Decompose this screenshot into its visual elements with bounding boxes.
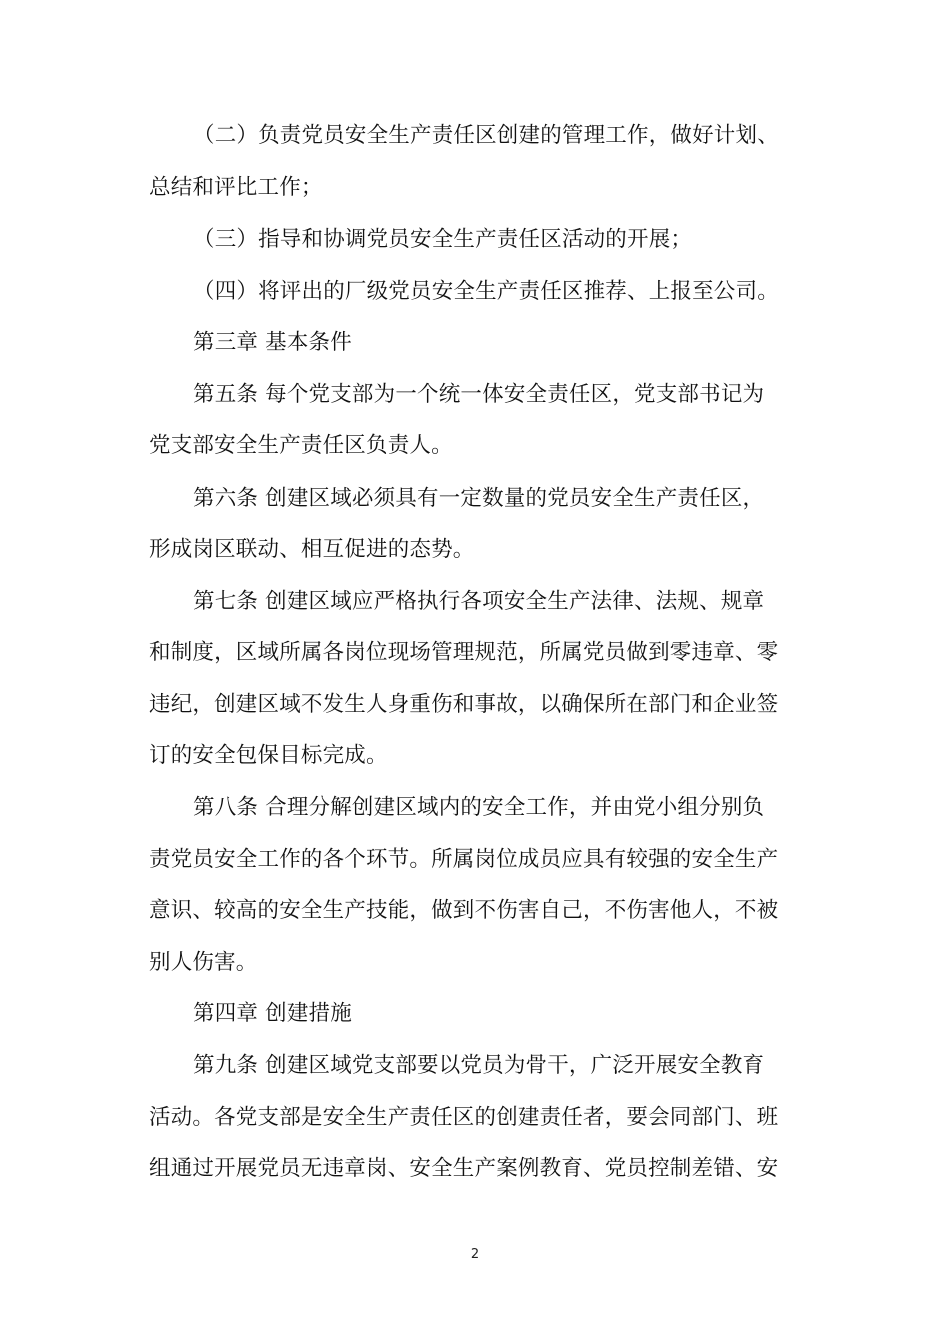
text-line: 总结和评比工作； xyxy=(149,175,323,200)
text-line: 第五条 每个党支部为一个统一体安全责任区，党支部书记为 xyxy=(193,382,765,407)
text-line: 和制度，区域所属各岗位现场管理规范，所属党员做到零违章、零 xyxy=(149,640,779,665)
text-line: 意识、较高的安全生产技能，做到不伤害自己，不伤害他人，不被 xyxy=(149,898,779,923)
text-line: 第七条 创建区域应严格执行各项安全生产法律、法规、规章 xyxy=(193,589,765,614)
text-line: 组通过开展党员无违章岗、安全生产案例教育、党员控制差错、安 xyxy=(149,1156,779,1181)
chapter-heading: 第三章 基本条件 xyxy=(193,330,352,355)
text-line: 别人伤害。 xyxy=(149,950,258,975)
text-line: 第八条 合理分解创建区域内的安全工作，并由党小组分别负 xyxy=(193,795,765,820)
text-line: （二）负责党员安全生产责任区创建的管理工作，做好计划、 xyxy=(193,123,779,148)
page-number: 2 xyxy=(470,1247,480,1262)
text-line: 第六条 创建区域必须具有一定数量的党员安全生产责任区， xyxy=(193,486,765,511)
text-line: 党支部安全生产责任区负责人。 xyxy=(149,433,453,458)
text-line: 第九条 创建区域党支部要以党员为骨干，广泛开展安全教育 xyxy=(193,1053,765,1078)
text-line: 活动。各党支部是安全生产责任区的创建责任者，要会同部门、班 xyxy=(149,1105,779,1130)
text-line: （三）指导和协调党员安全生产责任区活动的开展； xyxy=(193,227,693,252)
text-line: 订的安全包保目标完成。 xyxy=(149,743,388,768)
chapter-heading: 第四章 创建措施 xyxy=(193,1001,352,1026)
text-line: （四）将评出的厂级党员安全生产责任区推荐、上报至公司。 xyxy=(193,279,779,304)
text-line: 形成岗区联动、相互促进的态势。 xyxy=(149,537,475,562)
text-line: 违纪，创建区域不发生人身重伤和事故，以确保所在部门和企业签 xyxy=(149,692,779,717)
text-line: 责党员安全工作的各个环节。所属岗位成员应具有较强的安全生产 xyxy=(149,847,779,872)
